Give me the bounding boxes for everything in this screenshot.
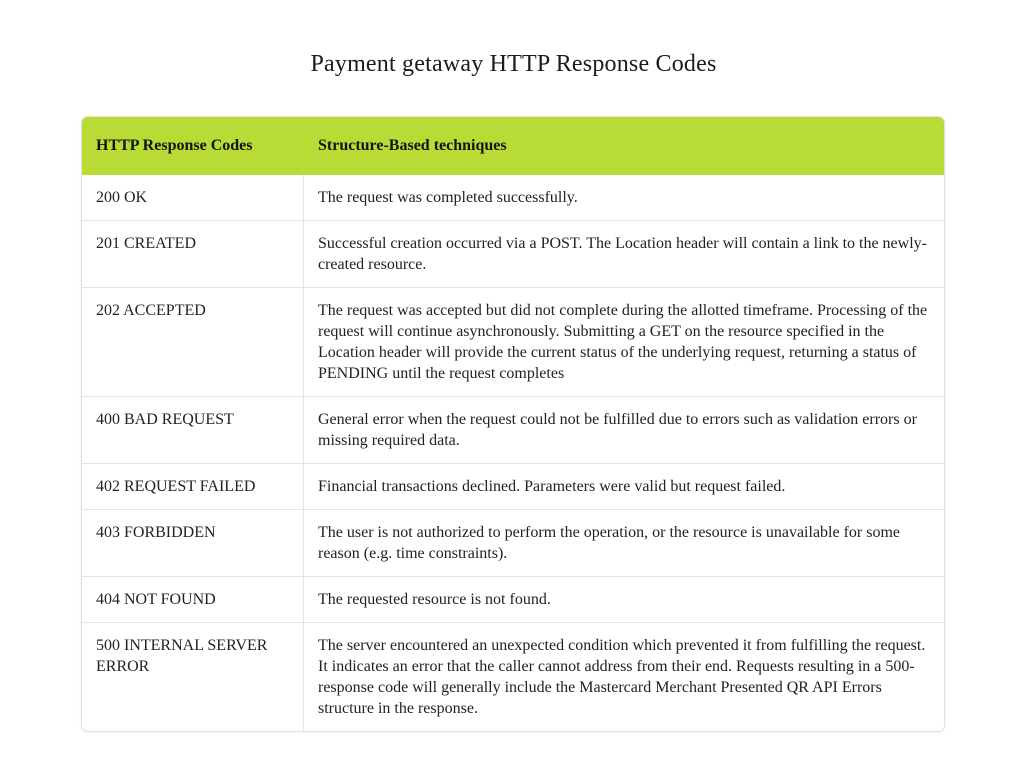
table-row: [82, 509, 944, 576]
response-code-cell: 400 BAD REQUEST: [82, 397, 304, 463]
table-row: [82, 463, 944, 509]
response-code-cell: 202 ACCEPTED: [82, 288, 304, 396]
response-codes-table: [81, 116, 945, 732]
response-code-cell: 500 INTERNAL SERVER ERROR: [82, 623, 304, 731]
description-cell: The server encountered an unexpected condition which prevented it from fulfilling the request. It indicates an error that the caller cannot address from their end. Requests resulting in a 500-response code will generally include the Mastercard Merchant Presented QR API Errors structure in the response.: [318, 637, 926, 717]
page-title: Payment getaway HTTP Response Codes: [310, 51, 717, 77]
table-row: [82, 287, 944, 396]
description-cell: General error when the request could not be fulfilled due to errors such as validation errors or missing required data.: [318, 411, 917, 449]
response-code-cell: 403 FORBIDDEN: [82, 510, 304, 576]
description-cell: Financial transactions declined. Parameters were valid but request failed.: [318, 478, 786, 495]
response-code-cell: 402 REQUEST FAILED: [82, 464, 304, 509]
response-code-cell: 404 NOT FOUND: [82, 577, 304, 622]
table-row: [82, 622, 944, 731]
table-row: [82, 396, 944, 463]
description-cell: The request was accepted but did not complete during the allotted timeframe. Processing of the request will continue asynchronously. Submitting a GET on the resource specified in the Location header will provide the current status of the underlying request, returning a status of PENDING until the request completes: [318, 302, 928, 382]
response-code-cell: 200 OK: [82, 175, 304, 220]
description-cell: The request was completed successfully.: [318, 189, 578, 206]
table-row: [82, 220, 944, 287]
description-cell: The requested resource is not found.: [318, 591, 551, 608]
description-cell: The user is not authorized to perform the operation, or the resource is unavailable for some reason (e.g. time constraints).: [318, 524, 901, 562]
description-cell: Successful creation occurred via a POST. The Location header will contain a link to the newly-created resource.: [318, 235, 927, 273]
table-body: [82, 175, 944, 731]
column-header-structure-based-techniques: Structure-Based techniques: [318, 137, 507, 154]
table-header-row: [82, 117, 944, 175]
table-row: [82, 576, 944, 622]
column-header-http-response-codes: HTTP Response Codes: [96, 137, 253, 154]
table-row: [82, 175, 944, 220]
response-code-cell: 201 CREATED: [82, 221, 304, 287]
